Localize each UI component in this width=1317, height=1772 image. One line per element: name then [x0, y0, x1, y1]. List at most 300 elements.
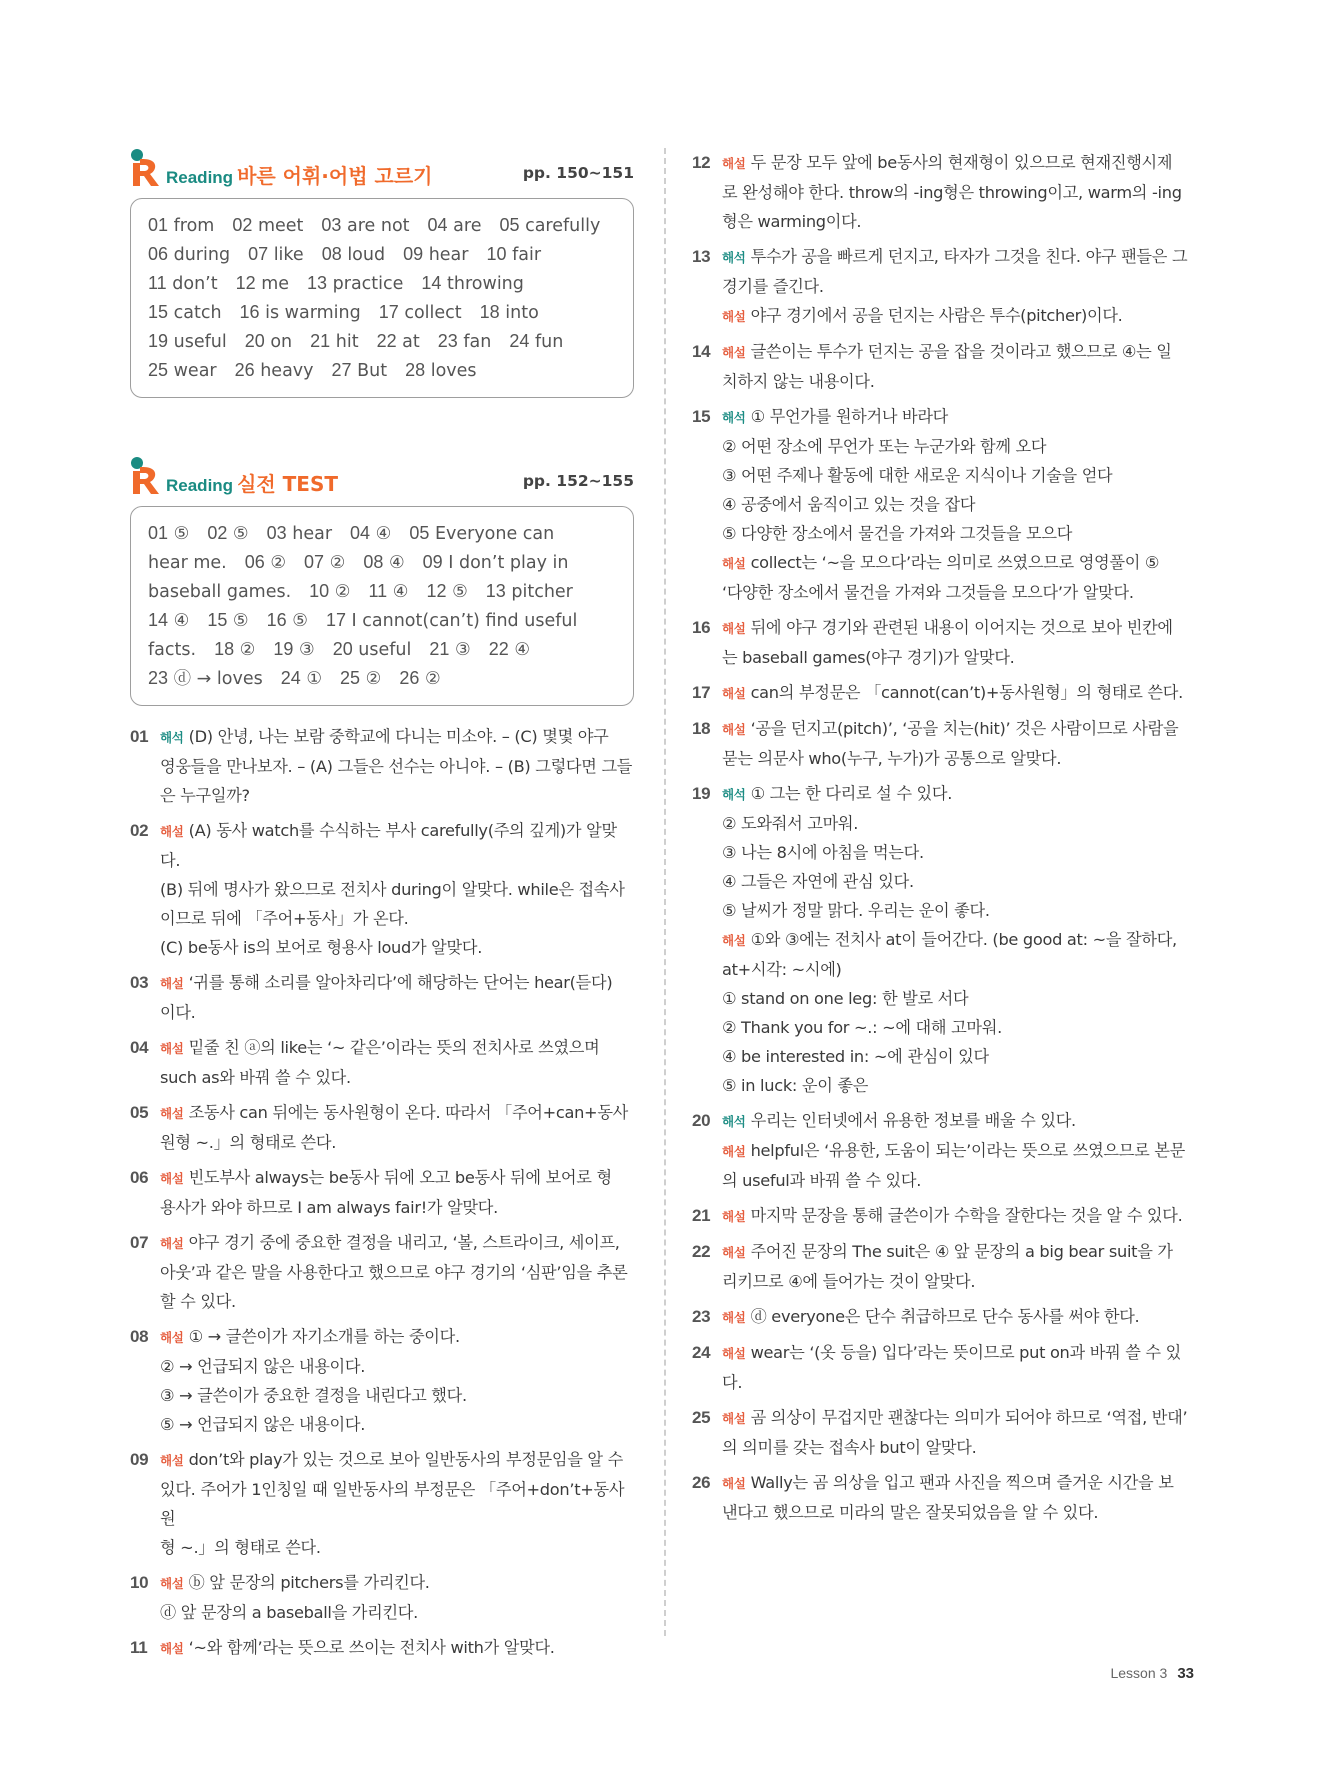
answer-item — [310, 327, 358, 357]
explanation-tag: 해설 — [722, 556, 746, 571]
explanation-line — [160, 1322, 634, 1352]
explanation-line — [160, 1445, 634, 1475]
explanation-item — [130, 1228, 634, 1316]
explanation-line — [722, 1338, 1198, 1368]
line-text: Wally는 곰 의상을 입고 팬과 사진을 찍으며 즐거운 시간을 보 — [750, 1473, 1174, 1492]
answer-number: 03 — [266, 523, 287, 543]
answer-number: 07 — [248, 244, 269, 264]
explanation-tag: 해설 — [160, 824, 184, 839]
answer-text: useful — [358, 640, 412, 660]
answer-number: 25 — [340, 668, 361, 688]
item-number: 19 — [692, 784, 711, 803]
explanation-line — [722, 337, 1198, 367]
line-text: ⑤ → 언급되지 않은 내용이다. — [160, 1415, 366, 1434]
explanation-tag: 해설 — [722, 686, 746, 701]
answer-number: 28 — [405, 360, 426, 380]
item-number: 23 — [692, 1307, 711, 1326]
explanation-line — [722, 613, 1198, 643]
answer-row — [148, 240, 619, 269]
explanation-line — [722, 1136, 1198, 1166]
explanation-item — [130, 816, 634, 962]
explanation-tag: 해설 — [722, 1209, 746, 1224]
answer-text: ② — [365, 669, 382, 689]
answer-number: 16 — [266, 610, 287, 630]
answer-text: at — [402, 332, 420, 352]
explanation-item — [692, 242, 1198, 331]
answer-item — [403, 240, 468, 270]
line-text: ‘~와 함께’라는 뜻으로 쓰이는 전치사 with가 알맞다. — [188, 1638, 555, 1657]
answer-number: 17 — [378, 302, 399, 322]
answer-number: 14 — [421, 273, 442, 293]
right-column — [692, 148, 1198, 1533]
translation-tag: 해석 — [722, 410, 746, 425]
line-text: 형은 warming이다. — [722, 212, 862, 231]
answer-item — [232, 211, 303, 241]
answer-text: ④ — [392, 582, 409, 602]
explanation-line — [722, 838, 1198, 867]
left-column — [130, 148, 634, 1669]
explanation-line — [722, 1166, 1198, 1195]
answer-item — [426, 577, 467, 607]
answer-item — [322, 240, 385, 270]
answer-text: ① — [306, 669, 323, 689]
explanation-line — [160, 1098, 634, 1128]
line-text: 로 완성해야 한다. throw의 -ing형은 throwing이고, warm의 -ing — [722, 183, 1182, 202]
item-number: 12 — [692, 153, 711, 172]
answer-item — [486, 577, 573, 607]
line-text: 야구 경기에서 공을 던지는 사람은 투수(pitcher)이다. — [750, 306, 1123, 325]
line-text: ③ 어떤 주제나 활동에 대한 새로운 지식이나 기술을 얻다 — [722, 466, 1113, 485]
line-text: ⓑ 앞 문장의 pitchers를 가리킨다. — [188, 1573, 430, 1592]
answer-number: 19 — [148, 331, 169, 351]
answer-number: 24 — [280, 668, 301, 688]
answer-number: 15 — [207, 610, 228, 630]
answer-item — [499, 211, 600, 241]
answer-number: 17 — [325, 610, 346, 630]
explanation-tag: 해설 — [160, 1106, 184, 1121]
line-text: ⑤ in luck: 운이 좋은 — [722, 1076, 869, 1095]
answer-number: 26 — [234, 360, 255, 380]
answer-item — [399, 664, 440, 694]
explanation-line — [722, 1368, 1198, 1397]
answer-row — [148, 356, 619, 385]
answer-item — [379, 298, 462, 328]
answer-number: 09 — [403, 244, 424, 264]
answer-item — [363, 548, 404, 578]
answer-text: ③ — [455, 640, 471, 660]
explanation-line — [722, 809, 1198, 838]
explanation-line — [722, 984, 1198, 1013]
explanation-item — [692, 678, 1198, 708]
answer-item — [421, 269, 523, 299]
explanation-line — [160, 1063, 634, 1092]
answer-item — [321, 211, 409, 241]
line-text: (C) be동사 is의 보어로 형용사 loud가 알맞다. — [160, 938, 483, 957]
line-text: at+시각: ~시에) — [722, 960, 842, 979]
answer-text: is warming — [265, 303, 361, 323]
line-text: helpful은 ‘유용한, 도움이 되는’이라는 뜻으로 쓰였으므로 본문 — [750, 1141, 1185, 1160]
explanation-line — [160, 1598, 634, 1627]
line-text: 빈도부사 always는 be동사 뒤에 오고 be동사 뒤에 보어로 형 — [188, 1168, 612, 1187]
explanation-line — [160, 1193, 634, 1222]
explanation-line — [722, 896, 1198, 925]
answer-number: 25 — [148, 360, 169, 380]
item-number: 25 — [692, 1408, 711, 1427]
answer-text: Everyone can — [434, 524, 555, 544]
line-text: 우리는 인터넷에서 유용한 정보를 배울 수 있다. — [750, 1111, 1076, 1130]
line-text: ② Thank you for ~.: ~에 대해 고마워. — [722, 1018, 1002, 1037]
explanation-line — [722, 955, 1198, 984]
translation-tag: 해석 — [160, 730, 184, 745]
answer-row — [148, 298, 619, 327]
explanation-tag: 해설 — [160, 1641, 184, 1656]
answer-item — [340, 664, 381, 694]
explanation-line — [722, 643, 1198, 672]
explanation-item — [692, 613, 1198, 672]
explanation-line — [160, 933, 634, 962]
line-text: ③ → 글쓴이가 중요한 결정을 내린다고 했다. — [160, 1386, 467, 1405]
answer-text: wear — [173, 361, 217, 381]
explanation-line — [722, 519, 1198, 548]
line-text: 아웃’과 같은 말을 사용한다고 했으므로 야구 경기의 ‘심판’임을 추론 — [160, 1263, 628, 1282]
explanation-line — [722, 301, 1198, 331]
explanation-item — [692, 714, 1198, 773]
line-text: ④ 그들은 자연에 관심 있다. — [722, 872, 914, 891]
explanation-tag: 해설 — [160, 1330, 184, 1345]
answer-item — [377, 327, 420, 357]
item-number: 06 — [130, 1168, 149, 1187]
answer-number: 05 — [409, 523, 430, 543]
line-text: 용사가 와야 하므로 I am always fair!가 알맞다. — [160, 1198, 498, 1217]
explanation-line — [160, 1568, 634, 1598]
explanation-item — [130, 968, 634, 1027]
explanation-line — [722, 1042, 1198, 1071]
explanation-line — [722, 402, 1198, 432]
line-text: (A) 동사 watch를 수식하는 부사 carefully(주의 깊게)가 알맞다. — [160, 821, 617, 870]
line-text: 은 누구일까? — [160, 786, 250, 805]
explanation-list-left — [130, 722, 634, 1669]
explanation-item — [130, 1322, 634, 1439]
explanation-line — [722, 1201, 1198, 1231]
item-number: 16 — [692, 618, 711, 637]
explanation-tag: 해설 — [160, 1453, 184, 1468]
answer-item — [148, 606, 189, 636]
answer-text: ④ — [173, 611, 190, 631]
answer-row — [148, 211, 619, 240]
answer-text: ② — [239, 640, 256, 660]
column-divider — [664, 148, 666, 1636]
answer-row — [148, 548, 619, 577]
line-text: ① 무언가를 원하거나 바라다 — [750, 407, 949, 426]
line-text: ⑤ 날씨가 정말 맑다. 우리는 운이 좋다. — [722, 901, 990, 920]
answer-number: 24 — [509, 331, 530, 351]
answer-number: 08 — [363, 552, 384, 572]
explanation-tag: 해설 — [722, 1411, 746, 1426]
explanation-item — [692, 1237, 1198, 1296]
line-text: (B) 뒤에 명사가 왔으므로 전치사 during이 알맞다. while은 접속사 — [160, 880, 625, 899]
answer-number: 10 — [309, 581, 330, 601]
section-header-vocab — [130, 148, 634, 190]
answer-item — [235, 356, 314, 386]
explanation-list-right — [692, 148, 1198, 1533]
page-number: 33 — [1177, 1665, 1194, 1682]
explanation-line — [160, 1287, 634, 1316]
explanation-line — [160, 1352, 634, 1381]
answer-item — [307, 269, 403, 299]
explanation-line — [722, 490, 1198, 519]
explanation-item — [130, 722, 634, 810]
line-text: 주어진 문장의 The suit은 ④ 앞 문장의 a big bear suit을 가 — [750, 1242, 1173, 1261]
answer-number: 20 — [244, 331, 265, 351]
line-text: 낸다고 했으므로 미라의 말은 잘못되었음을 알 수 있다. — [722, 1503, 1099, 1522]
answer-item — [304, 548, 345, 578]
item-number: 10 — [130, 1573, 149, 1592]
answer-number: 21 — [310, 331, 331, 351]
answer-row — [148, 664, 619, 693]
answer-item — [248, 240, 304, 270]
answer-number: 11 — [368, 581, 388, 601]
answer-number: 20 — [332, 639, 353, 659]
answer-text: practice — [332, 274, 404, 294]
answer-item — [480, 298, 539, 328]
explanation-line — [722, 925, 1198, 955]
answer-text: during — [173, 245, 231, 265]
explanation-line — [160, 1475, 634, 1533]
explanation-item — [692, 1403, 1198, 1462]
answer-number: 14 — [148, 610, 169, 630]
explanation-line — [722, 1267, 1198, 1296]
answer-item — [148, 635, 196, 665]
explanation-line — [160, 968, 634, 998]
answer-number: 27 — [331, 360, 352, 380]
translation-tag: 해석 — [722, 787, 746, 802]
explanation-tag: 해설 — [160, 976, 184, 991]
explanation-tag: 해설 — [722, 156, 746, 171]
explanation-item — [692, 337, 1198, 396]
section-title — [166, 160, 432, 189]
answer-number: 02 — [207, 523, 228, 543]
explanation-line — [160, 781, 634, 810]
line-text: 뒤에 야구 경기와 관련된 내용이 이어지는 것으로 보아 빈칸에 — [750, 618, 1173, 637]
line-text: 있다. 주어가 1인칭일 때 일반동사의 부정문은 「주어+don’t+동사원 — [160, 1480, 625, 1528]
answer-item — [148, 519, 189, 549]
answer-item — [332, 356, 388, 386]
answer-row — [148, 577, 619, 606]
item-number: 24 — [692, 1343, 711, 1362]
answer-text: carefully — [525, 216, 601, 236]
answer-text: baseball games. — [148, 582, 292, 602]
line-text: ①와 ③에는 전치사 at이 들어간다. (be good at: ~을 잘하다, — [750, 930, 1177, 949]
line-text: ⓓ 앞 문장의 a baseball을 가리킨다. — [160, 1603, 418, 1622]
answer-item — [309, 577, 350, 607]
answer-item — [350, 519, 391, 549]
answer-number: 02 — [232, 215, 253, 235]
line-text: ③ 나는 8시에 아침을 먹는다. — [722, 843, 924, 862]
explanation-line — [722, 1468, 1198, 1498]
answer-text: pitcher — [511, 582, 573, 602]
answer-number: 06 — [244, 552, 265, 572]
explanation-line — [722, 1403, 1198, 1433]
answer-text: hit — [335, 332, 359, 352]
explanation-line — [722, 367, 1198, 396]
answer-box-vocab — [130, 198, 634, 398]
answer-item — [245, 327, 292, 357]
answer-row — [148, 269, 619, 298]
line-text: 곰 의상이 무겁지만 괜찮다는 의미가 되어야 하므로 ‘역접, 반대’ — [750, 1408, 1188, 1427]
answer-item — [148, 298, 222, 328]
answer-text: loud — [347, 245, 386, 265]
answer-text: are — [453, 216, 482, 236]
answer-text: ② — [329, 553, 346, 573]
explanation-item — [692, 1201, 1198, 1231]
explanation-line — [722, 548, 1198, 578]
explanation-item — [130, 1568, 634, 1627]
answer-number: 22 — [488, 639, 509, 659]
section-header-test — [130, 456, 634, 498]
explanation-line — [722, 678, 1198, 708]
explanation-tag: 해설 — [722, 1310, 746, 1325]
explanation-line — [160, 1033, 634, 1063]
answer-text: loves — [430, 361, 477, 381]
answer-number: 19 — [273, 639, 294, 659]
answer-item — [245, 548, 286, 578]
explanation-tag: 해설 — [722, 309, 746, 324]
answer-text: ④ — [388, 553, 405, 573]
answer-number: 23 — [148, 668, 169, 688]
answer-item — [148, 356, 217, 386]
explanation-line — [160, 1633, 634, 1663]
answer-number: 21 — [429, 639, 450, 659]
explanation-tag: 해설 — [722, 1245, 746, 1260]
answer-number: 07 — [304, 552, 325, 572]
explanation-line — [722, 779, 1198, 809]
item-number: 15 — [692, 407, 711, 426]
answer-text: I cannot(can’t) find useful — [351, 611, 578, 631]
explanation-tag: 해설 — [160, 1236, 184, 1251]
explanation-tag: 해설 — [722, 1346, 746, 1361]
translation-tag: 해석 — [722, 1114, 746, 1129]
line-text: collect는 ‘~을 모으다’라는 의미로 쓰였으므로 영영풀이 ⑤ — [750, 553, 1160, 572]
answer-row — [148, 327, 619, 356]
explanation-line — [160, 1228, 634, 1258]
line-text: ② → 언급되지 않은 내용이다. — [160, 1357, 366, 1376]
explanation-line — [160, 1410, 634, 1439]
answer-text: ⑤ — [232, 611, 249, 631]
line-text: 경기를 즐긴다. — [722, 277, 824, 296]
answer-text: ④ — [375, 524, 392, 544]
answer-row — [148, 635, 619, 664]
line-text: ④ 공중에서 움직이고 있는 것을 잡다 — [722, 495, 976, 514]
answer-text: I don’t play in — [448, 553, 569, 573]
line-text: don’t와 play가 있는 것으로 보아 일반동사의 부정문임을 알 수 — [188, 1450, 623, 1469]
answer-text: ⑤ — [452, 582, 468, 602]
answer-number: 26 — [399, 668, 420, 688]
section-title — [166, 468, 338, 497]
answer-number: 11 — [148, 273, 167, 293]
line-text: ‘귀를 통해 소리를 알아차리다’에 해당하는 단어는 hear(듣다) — [188, 973, 613, 992]
answer-text: catch — [173, 303, 222, 323]
item-number: 02 — [130, 821, 149, 840]
explanation-item — [692, 1106, 1198, 1195]
answer-number: 10 — [486, 244, 507, 264]
line-text: ⓓ everyone은 단수 취급하므로 단수 동사를 써야 한다. — [750, 1307, 1140, 1326]
line-text: 의 useful과 바꿔 쓸 수 있다. — [722, 1171, 922, 1190]
translation-tag: 해석 — [722, 250, 746, 265]
answer-text: on — [270, 332, 293, 352]
explanation-line — [160, 1381, 634, 1410]
answer-text: hear — [428, 245, 469, 265]
answer-number: 15 — [148, 302, 169, 322]
answer-box-test — [130, 506, 634, 706]
answer-number: 01 — [148, 523, 169, 543]
explanation-line — [722, 1302, 1198, 1332]
answer-number: 09 — [422, 552, 443, 572]
answer-text: hear me. — [148, 553, 227, 573]
line-text: ⑤ 다양한 장소에서 물건을 가져와 그것들을 모으다 — [722, 524, 1073, 543]
item-number: 05 — [130, 1103, 149, 1122]
answer-item — [428, 211, 482, 241]
line-text: 리키므로 ④에 들어가는 것이 알맞다. — [722, 1272, 976, 1291]
answer-item — [148, 211, 214, 241]
explanation-tag: 해설 — [722, 1144, 746, 1159]
explanation-line — [722, 178, 1198, 207]
explanation-tag: 해설 — [160, 1041, 184, 1056]
explanation-line — [722, 744, 1198, 773]
explanation-tag: 해설 — [160, 1171, 184, 1186]
answer-item — [148, 664, 263, 694]
answer-number: 12 — [426, 581, 447, 601]
answer-text: ⓓ → loves — [173, 669, 263, 689]
page-range: pp. 150~151 — [522, 164, 634, 182]
line-text: (D) 안녕, 나는 보람 중학교에 다니는 미소야. – (C) 몇몇 야구 — [188, 727, 609, 746]
explanation-tag: 해설 — [722, 345, 746, 360]
explanation-line — [722, 714, 1198, 744]
answer-number: 18 — [479, 302, 500, 322]
item-number: 22 — [692, 1242, 711, 1261]
answer-item — [236, 269, 289, 299]
answer-text: fan — [463, 332, 492, 352]
answer-text: facts. — [148, 640, 197, 660]
answer-item — [148, 240, 230, 270]
explanation-line — [722, 1237, 1198, 1267]
explanation-line — [722, 1013, 1198, 1042]
line-text: 형 ~.」의 형태로 쓴다. — [160, 1538, 321, 1557]
answer-text: me — [261, 274, 290, 294]
answer-number: 22 — [376, 331, 397, 351]
explanation-line — [160, 904, 634, 933]
item-number: 04 — [130, 1038, 149, 1057]
line-text: ② 어떤 장소에 무언가 또는 누군가와 함께 오다 — [722, 437, 1047, 456]
answer-item — [148, 269, 218, 299]
item-number: 01 — [130, 727, 149, 746]
line-text: 는 baseball games(야구 경기)가 알맞다. — [722, 648, 1015, 667]
explanation-line — [722, 1106, 1198, 1136]
answer-item — [409, 519, 554, 549]
line-text: ② 도와줘서 고마워. — [722, 814, 859, 833]
explanation-tag: 해설 — [722, 722, 746, 737]
answer-text: ② — [270, 553, 287, 573]
item-number: 09 — [130, 1450, 149, 1469]
answer-text: ② — [334, 582, 351, 602]
answer-item — [148, 548, 227, 578]
line-text: 영웅들을 만나보자. – (A) 그들은 선수는 아니야. – (B) 그렇다면 그들 — [160, 757, 633, 776]
item-number: 11 — [130, 1638, 148, 1657]
line-text: 이다. — [160, 1003, 196, 1022]
explanation-item — [130, 1098, 634, 1157]
line-text: 치하지 않는 내용이다. — [722, 372, 875, 391]
answer-text: collect — [404, 303, 462, 323]
line-text: can의 부정문은 「cannot(can’t)+동사원형」의 형태로 쓴다. — [750, 683, 1183, 702]
